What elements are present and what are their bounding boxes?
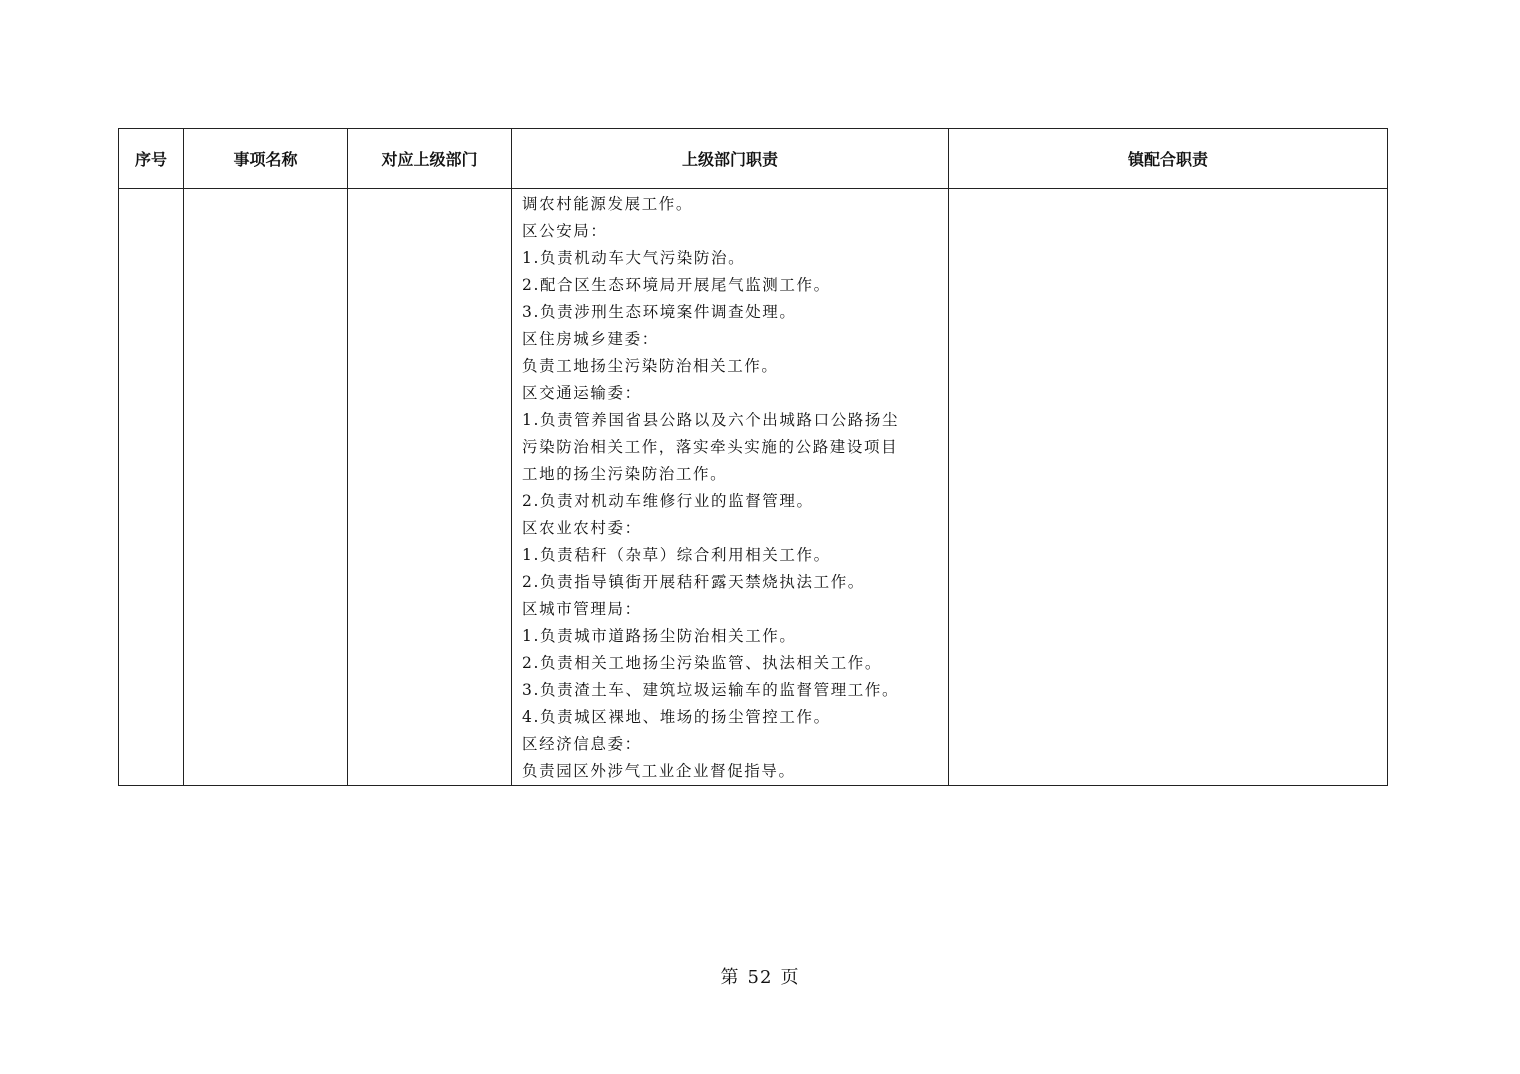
table-row [119,189,1388,786]
duty-line: 3.负责渣土车、建筑垃圾运输车的监督管理工作。 [522,681,900,699]
header-index: 序号 [119,129,184,189]
cell-item-name [184,189,348,786]
page-number [0,963,1520,989]
cell-town-duties [949,189,1388,786]
table-header-row [119,129,1388,189]
duty-line: 3.负责涉刑生态环境案件调查处理。 [522,303,797,321]
duty-line: 区农业农村委： [522,519,642,537]
page-number-prefix: 第 [720,967,740,988]
duty-line: 区公安局： [522,222,608,240]
page-number-suffix: 页 [780,967,800,988]
duty-line: 工地的扬尘污染防治工作。 [522,465,728,483]
duty-line: 区城市管理局： [522,600,642,618]
duty-line: 4.负责城区裸地、堆场的扬尘管控工作。 [522,708,831,726]
duty-line: 污染防治相关工作，落实牵头实施的公路建设项目 [522,438,899,456]
duty-line: 区经济信息委： [522,735,642,753]
duty-line: 2.配合区生态环境局开展尾气监测工作。 [522,276,831,294]
duty-line: 1.负责秸秆（杂草）综合利用相关工作。 [522,546,831,564]
duty-line: 调农村能源发展工作。 [522,195,694,213]
duty-line: 2.负责相关工地扬尘污染监管、执法相关工作。 [522,654,882,672]
header-upper-duties: 上级部门职责 [512,129,949,189]
duty-line: 2.负责指导镇街开展秸秆露天禁烧执法工作。 [522,573,865,591]
duty-line: 区住房城乡建委： [522,330,659,348]
duty-line: 区交通运输委： [522,384,642,402]
cell-upper-duties [512,189,949,786]
responsibility-table-container [118,128,1387,786]
responsibility-table [118,128,1388,786]
cell-index [119,189,184,786]
duty-line: 1.负责城市道路扬尘防治相关工作。 [522,627,797,645]
page-number-value: 52 [747,967,773,988]
duty-line: 负责园区外涉气工业企业督促指导。 [522,762,796,780]
duty-line: 1.负责管养国省县公路以及六个出城路口公路扬尘 [522,411,900,429]
header-upper-department: 对应上级部门 [348,129,512,189]
upper-duties-text [512,189,948,785]
header-town-duties: 镇配合职责 [949,129,1388,189]
duty-line: 2.负责对机动车维修行业的监督管理。 [522,492,814,510]
duty-line: 1.负责机动车大气污染防治。 [522,249,746,267]
cell-upper-department [348,189,512,786]
header-item-name: 事项名称 [184,129,348,189]
duty-line: 负责工地扬尘污染防治相关工作。 [522,357,779,375]
